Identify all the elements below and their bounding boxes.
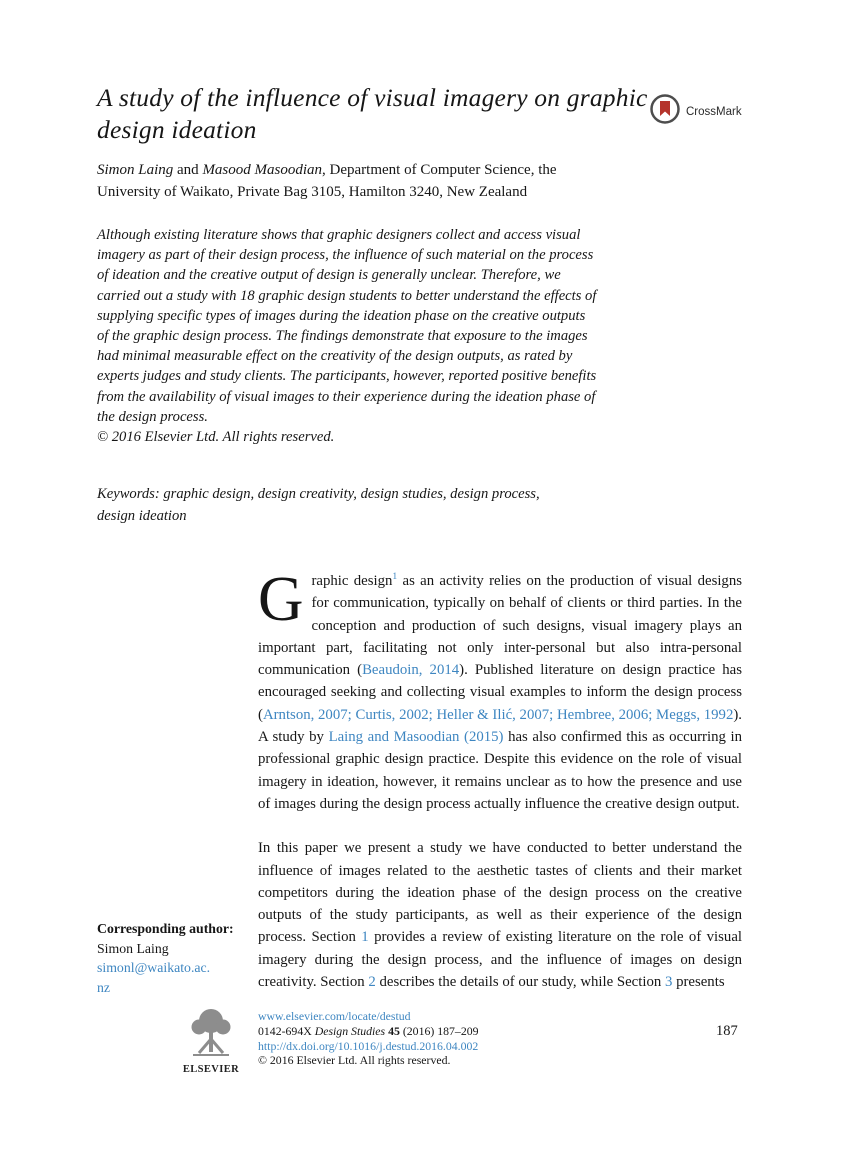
text-segment: Design Studies [314,1023,386,1038]
email-line-2: nz [97,979,111,995]
drop-cap: G [258,564,304,634]
text-segment: describes the details of our study, while Section [375,974,665,991]
corresponding-author-label: Corresponding author: [97,921,234,936]
citation-link[interactable]: 3 [664,974,673,991]
citation-link[interactable]: Laing and Masoodian (2015) [328,729,504,746]
citation-link[interactable]: 1 [392,571,398,583]
page-number: 187 [716,1023,738,1039]
text-segment: 0142-694X [258,1023,315,1038]
text-segment: ). Published literature on design practice has encouraged seeking and collecting visual examples to inform the design process ( [258,662,742,723]
elsevier-wordmark: ELSEVIER [182,1064,240,1075]
email-link[interactable] [97,958,247,997]
abstract-block [97,225,597,447]
abstract-text: Although existing literature shows that graphic designers collect and access visual imagery as part of their design process, the influence of such material on the process of ideation and the creative output of design is generally unclear. Therefore, we carried out a study with 18 graphic design students to better understand the effects of supplying specific types of images during the ideation phase on the creative outputs of the graphic design process. The findings demonstrate that exposure to the images had minimal measurable effect on the creativity of the design outputs, as rated by experts judges and study clients. The participants, however, reported positive benefits from the availability of visual images to their experience during the ideation phase of the design process. [97,227,597,425]
text-segment: as an activity relies on the production of visual designs for communication, typically on behalf of clients or third parties. In the conception and production of such designs, visual imagery plays an important part, facilitating not only inter-personal but also intra-personal communication ( [258,573,742,679]
intro-paragraph-text [258,573,742,812]
text-segment: Simon Laing [97,162,174,178]
text-segment: presents [672,974,725,991]
corresponding-author-block [97,919,247,997]
keywords-line: Keywords: graphic design, design creativity, design studies, design process, design ideation [97,486,540,524]
second-paragraph [258,837,742,993]
intro-paragraph [258,564,742,815]
journal-url-link[interactable]: www.elsevier.com/locate/destud [258,1009,411,1023]
text-segment: In this paper we present a study we have conducted to better understand the influence of images related to the aesthetic tastes of clients and their market competitors during the ideation phase of the design process on the creative outputs of the study participants, as well as their experience of the design process. Section [258,840,742,946]
text-segment: and [173,162,203,178]
author-affiliation [97,160,602,203]
text-segment: raphic design [311,573,393,589]
email-line-1: simonl@waikato.ac. [97,960,211,975]
corresponding-author-name: Simon Laing [97,940,169,956]
article-body [258,564,742,993]
paper-title: A study of the influence of visual imagery on graphic design ideation [97,83,648,144]
text-segment: provides a review of existing literature on the role of visual imagery during the design process, and the influence of images on design creativity. Section [258,929,742,991]
citation-link[interactable]: Beaudoin, 2014 [362,662,460,679]
crossmark-badge[interactable] [649,93,742,130]
citation-link[interactable]: 2 [368,974,376,991]
crossmark-label: CrossMark [686,105,742,118]
text-segment: has also confirmed this as occurring in professional graphic design practice. Despite this evidence on the role of visual imagery in ideation, however, it remains unclear as to how the presence and use of images during the design process actually influence the creative design output. [258,729,742,812]
crossmark-icon [649,93,681,130]
citation-link[interactable]: Arntson, 2007; Curtis, 2002; Heller & Ilić, 2007; Hembree, 2006; Meggs, 1992 [262,706,734,723]
issn-citation-line [258,1024,479,1039]
elsevier-tree-icon [186,1045,236,1062]
imprint-block [258,1009,479,1068]
text-segment: Masood Masoodian [202,162,323,178]
citation-link[interactable]: 1 [361,929,369,946]
text-segment: 45 [388,1023,400,1038]
elsevier-logo [182,1006,240,1075]
doi-link[interactable]: http://dx.doi.org/10.1016/j.destud.2016.04.002 [258,1038,479,1053]
text-segment: (2016) 187–209 [399,1023,479,1038]
text-segment: ). A study by [258,706,742,746]
footer-copyright: © 2016 Elsevier Ltd. All rights reserved. [258,1053,451,1068]
abstract-copyright: © 2016 Elsevier Ltd. All rights reserved. [97,429,335,446]
text-segment: , Department of Computer Science, the University of Waikato, Private Bag 3105, Hamilton 3240, New Zealand [97,162,557,200]
